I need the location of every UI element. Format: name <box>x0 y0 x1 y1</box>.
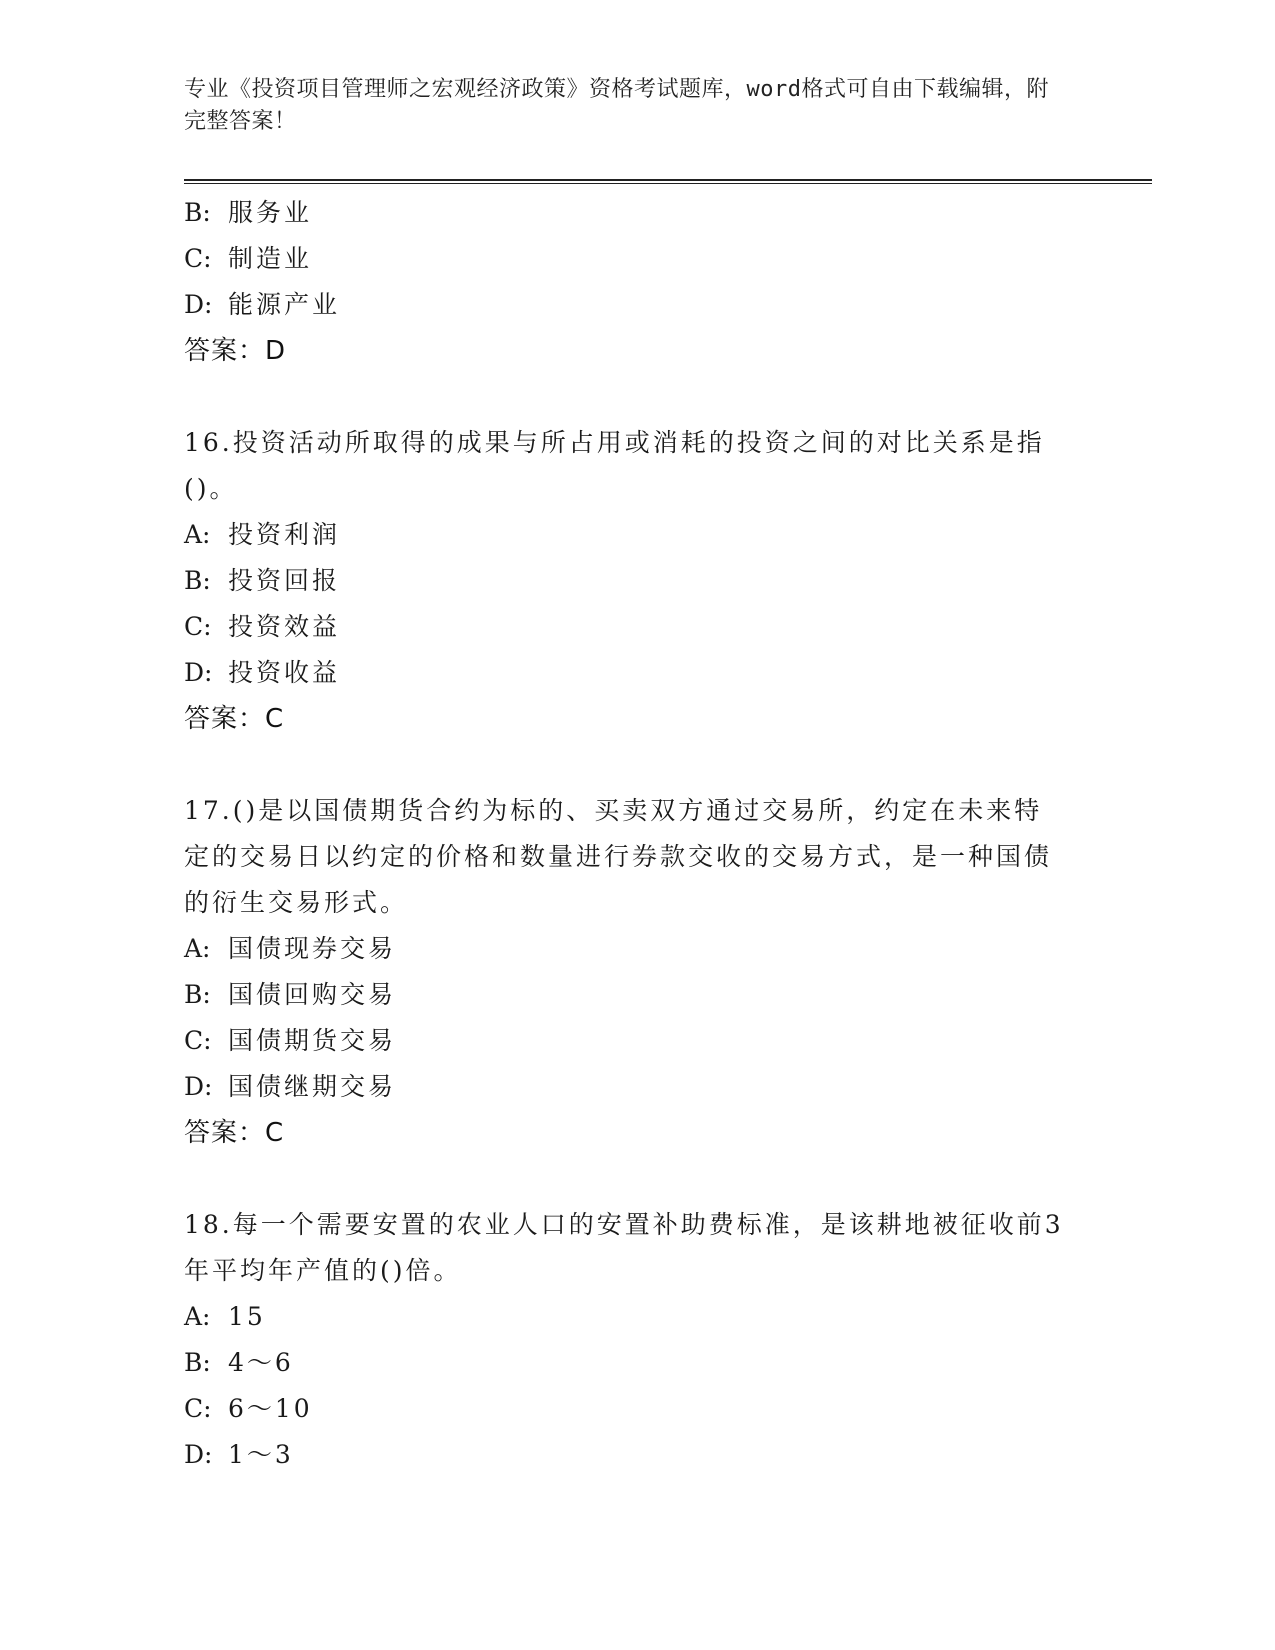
option-d: D: 国债继期交易 <box>184 1072 397 1101</box>
option-c: C: 制造业 <box>184 244 313 273</box>
spacer <box>184 742 1064 788</box>
answer-line: 答案：D <box>184 336 287 366</box>
option-d: D: 投资收益 <box>184 658 341 687</box>
question-16-text: 16.投资活动所取得的成果与所占用或消耗的投资之间的对比关系是指()。 <box>184 428 1045 503</box>
option-a: A: 投资利润 <box>184 520 341 549</box>
header-rule-thin <box>184 183 1152 184</box>
option-c: C: 国债期货交易 <box>184 1026 397 1055</box>
spacer <box>184 1156 1064 1202</box>
option-c: C: 投资效益 <box>184 612 341 641</box>
document-header: 专业《投资项目管理师之宏观经济政策》资格考试题库，word格式可自由下载编辑，附完整答案！ <box>184 77 1049 134</box>
option-b: B: 国债回购交易 <box>184 980 397 1009</box>
option-c: C: 6～10 <box>184 1394 313 1423</box>
option-a: A: 15 <box>184 1302 266 1331</box>
question-18-text: 18.每一个需要安置的农业人口的安置补助费标准，是该耕地被征收前3年平均年产值的()倍。 <box>184 1210 1064 1285</box>
question-17-text: 17.()是以国债期货合约为标的、买卖双方通过交易所，约定在未来特定的交易日以约定的价格和数量进行券款交收的交易方式，是一种国债的衍生交易形式。 <box>184 796 1053 917</box>
option-d: D: 1～3 <box>184 1440 294 1469</box>
option-b: B: 4～6 <box>184 1348 294 1377</box>
spacer <box>184 374 1064 420</box>
option-b: B: 投资回报 <box>184 566 341 595</box>
answer-line: 答案：C <box>184 704 285 734</box>
answer-line: 答案：C <box>184 1118 285 1148</box>
question-content <box>184 190 1064 1478</box>
option-b: B: 服务业 <box>184 198 313 227</box>
header-rule-thick <box>184 179 1152 181</box>
option-d: D: 能源产业 <box>184 290 341 319</box>
option-a: A: 国债现券交易 <box>184 934 397 963</box>
